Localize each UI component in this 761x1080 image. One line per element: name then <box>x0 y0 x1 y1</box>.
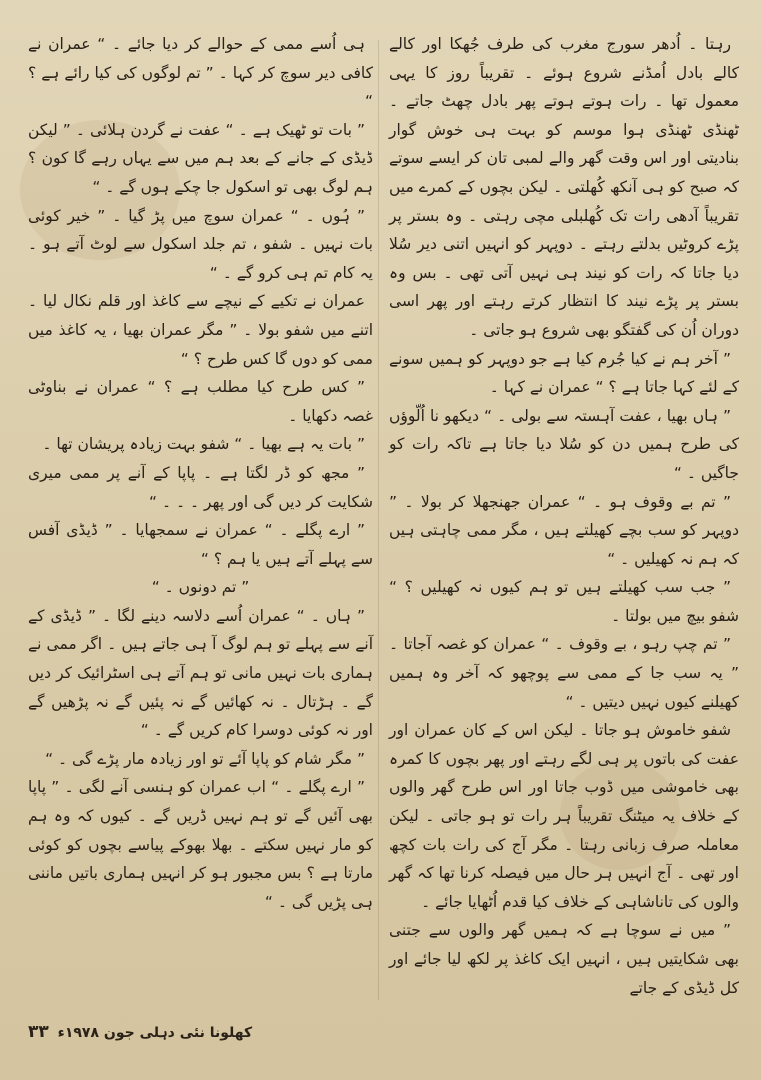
paragraph: ہی اُسے ممی کے حوالے کر دیا جائے ۔ “ عمران نے کافی دیر سوچ کر کہا ۔ ” تم لوگوں کی کیا رائے ہے ؟ “ <box>28 35 373 111</box>
right-text-column <box>389 30 739 1002</box>
paragraph: ” مگر شام کو پاپا آئے تو اور زیادہ مار پڑے گی ۔ “ <box>45 749 365 768</box>
paragraph: ” ارے پگلے ۔ “ عمران نے سمجھایا ۔ ” ڈیڈی آفس سے پہلے آتے ہیں یا ہم ؟ “ <box>28 521 373 568</box>
paragraph: ” مجھ کو ڈر لگتا ہے ۔ پاپا کے آنے پر ممی میری شکایت کر دیں گی اور پھر ۔ ۔ ۔ “ <box>28 463 373 511</box>
paragraph: ” تم بے وقوف ہو ۔ “ عمران جھنجھلا کر بولا ۔ ” دوپہر کو سب بچے کھیلتے ہیں ، مگر ممی چاہتی ہیں کہ ہم نہ کھیلیں ۔ “ <box>389 492 739 568</box>
paragraph: ” بات تو ٹھیک ہے ۔ “ عفت نے گردن ہلائی ۔ ” لیکن ڈیڈی کے جانے کے بعد ہم میں سے یہاں رہے گا کون ؟ ہم لوگ بھی تو اسکول جا چکے ہوں گے ۔ “ <box>28 120 373 196</box>
paragraph: ” تم دونوں ۔ “ <box>151 578 250 597</box>
footer-publication: کھلونا نئی دہلی جون ۱۹۷۸ء <box>57 1025 253 1041</box>
paragraph: ” ارے پگلے ۔ “ اب عمران کو ہنسی آنے لگی ۔ ” پاپا بھی آئیں گے تو ہم نہیں ڈریں گے ۔ کیوں کہ وہ ہم کو مار نہیں سکتے ۔ بھلا بھوکے پیاسے بچوں کو کوئی مارتا ہے ؟ بس مجبور ہو کر انہیں ہماری باتیں ماننی ہی پڑیں گی ۔ “ <box>28 778 373 911</box>
paragraph: ” آخر ہم نے کیا جُرم کیا ہے جو دوپہر کو ہمیں سونے کے لئے کہا جاتا ہے ؟ “ عمران نے کہا ۔ <box>389 349 739 397</box>
paragraph: ” میں نے سوچا ہے کہ ہمیں گھر والوں سے جتنی بھی شکایتیں ہیں ، انہیں ایک کاغذ پر لکھ لیا جائے اور کل ڈیڈی کے جاتے <box>389 921 739 997</box>
paragraph: عمران نے تکیے کے نیچے سے کاغذ اور قلم نکال لیا ۔ اتنے میں شفو بولا ۔ ” مگر عمران بھیا ، یہ کاغذ میں ممی کو دوں گا کس طرح ؟ “ <box>28 292 373 368</box>
paragraph: شفو خاموش ہو جاتا ۔ لیکن اس کے کان عمران اور عفت کی باتوں پر ہی لگے رہتے اور پھر بچوں کا کمرہ بھی خاموشی میں ڈوب جاتا اور اس طرح گھر والوں کے خلاف یہ میٹنگ تقریباً ہر رات تو ہو جاتی ۔ لیکن معاملہ صرف زبانی رہتا ۔ مگر آج کی رات بات کچھ اور تھی ۔ آج انہیں ہر حال میں فیصلہ کرنا تھا کہ گھر والوں کی تاناشاہی کے خلاف کیا قدم اُٹھایا جائے ۔ <box>389 721 739 911</box>
page-number: ۳۳ <box>28 1022 49 1042</box>
paragraph: ” ہُوں ۔ “ عمران سوچ میں پڑ گیا ۔ ” خیر کوئی بات نہیں ۔ شفو ، تم جلد اسکول سے لوٹ آتے ہو ۔ یہ کام تم ہی کرو گے ۔ “ <box>28 206 373 282</box>
paragraph: ” تم چپ رہو ، بے وقوف ۔ “ عمران کو غصہ آجاتا ۔ ” یہ سب جا کے ممی سے پوچھو کہ آخر وہ ہمیں کھیلنے کیوں نہیں دیتیں ۔ “ <box>389 635 739 711</box>
paragraph: ” جب سب کھیلتے ہیں تو ہم کیوں نہ کھیلیں ؟ “ شفو بیچ میں بولتا ۔ <box>389 578 739 625</box>
paragraph: ” ہاں ۔ “ عمران اُسے دلاسہ دینے لگا ۔ ” ڈیڈی کے آنے سے پہلے تو ہم لوگ آ ہی جاتے ہیں ۔ اگر ممی نے ہماری بات نہیں مانی تو ہم آتے ہی اسٹرائیک کر دیں گے ۔ ہڑتال ۔ نہ کھائیں گے نہ پئیں گے نہ پڑھیں گے اور نہ کوئی دوسرا کام کریں گے ۔ “ <box>28 606 373 740</box>
paragraph: ” بات یہ ہے بھیا ۔ “ شفو بہت زیادہ پریشان تھا ۔ <box>42 435 365 454</box>
page-footer <box>28 1022 252 1042</box>
paragraph: ” کس طرح کیا مطلب ہے ؟ “ عمران نے بناوٹی غصہ دکھایا ۔ <box>28 378 373 425</box>
column-divider <box>378 40 379 1000</box>
paragraph: رہتا ۔ اُدھر سورج مغرب کی طرف جُھکا اور کالے کالے بادل اُمڈنے شروع ہوئے ۔ تقریباً روز کا یہی معمول تھا ۔ رات ہوتے ہوتے پھر بادل چھٹ جاتے ۔ ٹھنڈی ٹھنڈی ہوا موسم کو بہت ہی خوش گوار بنادیتی اور اس وقت گھر والے لمبی تان کر ایسے سوتے کہ صبح کو ہی آنکھ کُھلتی ۔ لیکن بچوں کے کمرے میں تقریباً آدھی رات تک کُھلبلی مچی رہتی ۔ وہ بستر پر پڑے کروٹیں بدلتے رہتے ۔ دوپہر کو انہیں اتنی دیر سُلا دیا جاتا کہ رات کو نیند ہی نہیں آتی تھی ۔ بس وہ بستر پر پڑے نیند کا انتظار کرتے رہتے اور پھر اسی دوران اُن کی گفتگو بھی شروع ہو جاتی ۔ <box>389 35 739 339</box>
paragraph: ” ہاں بھیا ، عفت آہستہ سے بولی ۔ “ دیکھو نا اُلّوؤں کی طرح ہمیں دن کو سُلا دیا جاتا ہے تاکہ رات کو جاگیں ۔ “ <box>389 406 739 482</box>
left-text-column <box>28 30 373 916</box>
